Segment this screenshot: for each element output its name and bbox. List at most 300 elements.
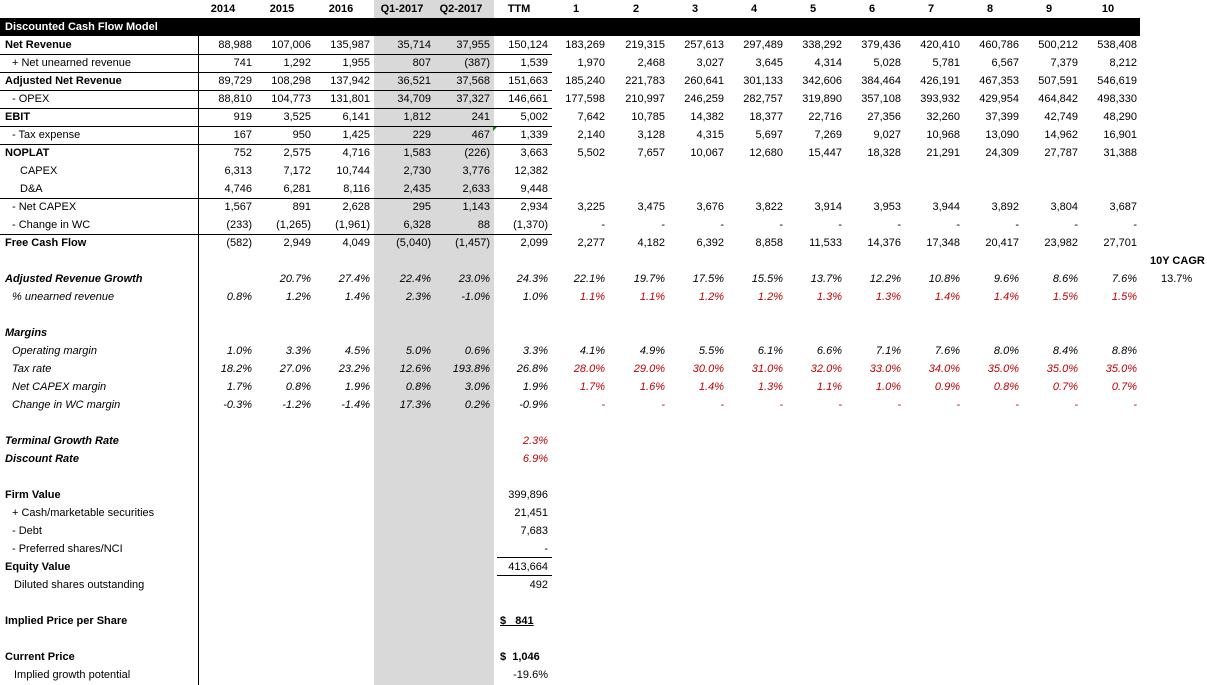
value-cell: 241	[471, 111, 490, 123]
value-cell: 5,697	[755, 129, 783, 141]
column-header: 8	[986, 3, 994, 15]
value-cell: 282,757	[743, 93, 783, 105]
value-cell: 1.0%	[522, 291, 548, 303]
divider	[0, 72, 552, 73]
value-cell: 357,108	[861, 93, 901, 105]
value-cell: 10,744	[336, 165, 370, 177]
row-label: - Net CAPEX	[12, 201, 77, 213]
value-cell: 12,382	[514, 165, 548, 177]
table-row	[0, 396, 1207, 414]
value-cell: -1.2%	[282, 399, 311, 411]
value-cell: 500,212	[1038, 39, 1078, 51]
value-cell: 23.2%	[338, 363, 370, 375]
equity-divider	[497, 557, 552, 558]
row-label: Operating margin	[12, 345, 97, 357]
value-cell: 18.2%	[220, 363, 252, 375]
row-label: Net Revenue	[5, 39, 72, 51]
value-cell: -	[956, 219, 960, 231]
value-cell: 379,436	[861, 39, 901, 51]
value-cell: 301,133	[743, 75, 783, 87]
value-cell: 7,642	[577, 111, 605, 123]
value-cell: 88,988	[218, 39, 252, 51]
value-cell: 27,701	[1103, 237, 1137, 249]
value-cell: 1.3%	[875, 291, 901, 303]
value-cell: 34.0%	[928, 363, 960, 375]
value-cell: 467	[471, 129, 490, 141]
value-cell: 1.4%	[344, 291, 370, 303]
value-cell: 177,598	[565, 93, 605, 105]
value-cell: -	[1074, 219, 1078, 231]
value-cell: 10,968	[926, 129, 960, 141]
table-row	[0, 360, 1207, 378]
value-cell: 7.1%	[875, 345, 901, 357]
value-cell: 420,410	[920, 39, 960, 51]
column-header: TTM	[507, 3, 531, 15]
value-cell: (1,370)	[513, 219, 548, 231]
margins-heading-row	[0, 324, 1207, 342]
label-column-border	[198, 18, 199, 685]
row-label: - OPEX	[12, 93, 50, 105]
column-header: 2016	[328, 3, 354, 15]
value-cell: 1.3%	[816, 291, 842, 303]
value-cell: 37,568	[456, 75, 490, 87]
value-cell: 7,379	[1050, 57, 1078, 69]
value-cell: 1,970	[577, 57, 605, 69]
value-cell: 1.4%	[698, 381, 724, 393]
value-cell: 295	[412, 201, 431, 213]
value-cell: 27.4%	[338, 273, 370, 285]
current-price-value: $ 1,046	[500, 651, 540, 663]
value-cell: 21,291	[926, 147, 960, 159]
value-cell: 0.2%	[464, 399, 490, 411]
value-cell: 151,663	[508, 75, 548, 87]
column-header: 5	[809, 3, 817, 15]
value-cell: 384,464	[861, 75, 901, 87]
value-cell: 8.0%	[993, 345, 1019, 357]
row-label: Adjusted Revenue Growth	[5, 273, 143, 285]
value-cell: 29.0%	[633, 363, 665, 375]
value-cell: 538,408	[1097, 39, 1137, 51]
value-cell: 33.0%	[869, 363, 901, 375]
value-cell: -	[601, 219, 605, 231]
value-cell: 0.8%	[226, 291, 252, 303]
value-cell: 6,313	[224, 165, 252, 177]
title-row	[0, 18, 1207, 36]
value-cell: 219,315	[625, 39, 665, 51]
valuation-value: 399,896	[508, 489, 548, 501]
value-cell: 12,680	[749, 147, 783, 159]
valuation-row	[0, 558, 1207, 576]
value-cell: 2,468	[637, 57, 665, 69]
value-cell: 3,027	[696, 57, 724, 69]
value-cell: 3,822	[755, 201, 783, 213]
value-cell: 89,729	[218, 75, 252, 87]
value-cell: 42,749	[1044, 111, 1078, 123]
row-label: Free Cash Flow	[5, 237, 87, 249]
value-cell: -	[601, 399, 605, 411]
value-cell: 32.0%	[810, 363, 842, 375]
column-header: 2014	[210, 3, 236, 15]
value-cell: (1,265)	[276, 219, 311, 231]
divider	[0, 90, 552, 91]
valuation-row	[0, 486, 1207, 504]
value-cell: 1,292	[283, 57, 311, 69]
value-cell: 0.6%	[464, 345, 490, 357]
row-label: CAPEX	[20, 165, 58, 177]
value-cell: 28.0%	[573, 363, 605, 375]
value-cell: 1.4%	[934, 291, 960, 303]
value-cell: 14,962	[1044, 129, 1078, 141]
value-cell: 426,191	[920, 75, 960, 87]
value-cell: 229	[412, 129, 431, 141]
value-cell: 5.5%	[698, 345, 724, 357]
value-cell: 13.7%	[810, 273, 842, 285]
value-cell: 24.3%	[516, 273, 548, 285]
value-cell: 20.7%	[279, 273, 311, 285]
value-cell: 10,785	[631, 111, 665, 123]
value-cell: 37,955	[456, 39, 490, 51]
valuation-label: Equity Value	[5, 561, 71, 573]
value-cell: 32,260	[926, 111, 960, 123]
table-row	[0, 36, 1207, 54]
value-cell: 1.7%	[579, 381, 605, 393]
value-cell: (233)	[226, 219, 252, 231]
value-cell: 37,327	[456, 93, 490, 105]
implied-price-label: Implied Price per Share	[5, 615, 128, 627]
value-cell: 3,676	[696, 201, 724, 213]
value-cell: 36,521	[397, 75, 431, 87]
value-cell: 1,583	[403, 147, 431, 159]
value-cell: 131,801	[330, 93, 370, 105]
row-label: - Tax expense	[12, 129, 81, 141]
value-cell: 1,539	[520, 57, 548, 69]
value-cell: 17,348	[926, 237, 960, 249]
value-cell: 741	[233, 57, 252, 69]
row-label: - Change in WC	[12, 219, 91, 231]
value-cell: 150,124	[508, 39, 548, 51]
row-label: NOPLAT	[5, 147, 50, 159]
table-row	[0, 54, 1207, 72]
value-cell: 13,090	[985, 129, 1019, 141]
value-cell: -	[1074, 399, 1078, 411]
value-cell: -	[956, 399, 960, 411]
table-row	[0, 108, 1207, 126]
value-cell: 297,489	[743, 39, 783, 51]
value-cell: -1.0%	[461, 291, 490, 303]
value-cell: 1.1%	[639, 291, 665, 303]
table-row	[0, 180, 1207, 198]
value-cell: 19.7%	[633, 273, 665, 285]
value-cell: 3,475	[637, 201, 665, 213]
table-row	[0, 198, 1207, 216]
value-cell: 0.8%	[285, 381, 311, 393]
value-cell: 1.2%	[698, 291, 724, 303]
value-cell: 22,716	[808, 111, 842, 123]
value-cell: 26.8%	[516, 363, 548, 375]
value-cell: 2,949	[283, 237, 311, 249]
value-cell: 6,392	[696, 237, 724, 249]
value-cell: 2.3%	[405, 291, 431, 303]
value-cell: 146,661	[508, 93, 548, 105]
value-cell: 4,182	[637, 237, 665, 249]
implied-price-value: $ 841	[500, 615, 534, 627]
value-cell: 18,328	[867, 147, 901, 159]
value-cell: 5,502	[577, 147, 605, 159]
value-cell: 1.5%	[1111, 291, 1137, 303]
value-cell: 1.2%	[757, 291, 783, 303]
valuation-label: Firm Value	[5, 489, 61, 501]
value-cell: 35.0%	[987, 363, 1019, 375]
value-cell: 4.9%	[639, 345, 665, 357]
divider	[0, 108, 552, 109]
value-cell: 260,641	[684, 75, 724, 87]
value-cell: 1,143	[462, 201, 490, 213]
value-cell: -	[897, 219, 901, 231]
value-cell: 12.6%	[399, 363, 431, 375]
value-cell: 6,281	[283, 183, 311, 195]
value-cell: 5,781	[932, 57, 960, 69]
table-row	[0, 216, 1207, 234]
divider	[0, 234, 552, 235]
value-cell: 2,730	[403, 165, 431, 177]
value-cell: 6,141	[342, 111, 370, 123]
value-cell: 950	[292, 129, 311, 141]
sheet-title: Discounted Cash Flow Model	[5, 21, 158, 33]
value-cell: 27,356	[867, 111, 901, 123]
value-cell: 8,116	[343, 183, 370, 195]
growth-potential-label: Implied growth potential	[14, 669, 131, 681]
value-cell: 4,716	[342, 147, 370, 159]
value-cell: 8.6%	[1052, 273, 1078, 285]
value-cell: 221,783	[625, 75, 665, 87]
column-header: 10	[1101, 3, 1115, 15]
value-cell: 1,567	[224, 201, 252, 213]
row-label: % unearned revenue	[12, 291, 115, 303]
value-cell: 1,339	[520, 129, 548, 141]
value-cell: 9,448	[520, 183, 548, 195]
value-cell: 1.2%	[285, 291, 311, 303]
value-cell: 0.7%	[1111, 381, 1137, 393]
value-cell: 3,128	[637, 129, 665, 141]
value-cell: 752	[233, 147, 252, 159]
value-cell: 27.0%	[279, 363, 311, 375]
valuation-value: 21,451	[514, 507, 548, 519]
value-cell: 3,663	[520, 147, 548, 159]
value-cell: 48,290	[1103, 111, 1137, 123]
cagr-value: 13.7%	[1161, 273, 1193, 285]
value-cell: 4,746	[224, 183, 252, 195]
value-cell: 5,002	[520, 111, 548, 123]
value-cell: 14,376	[867, 237, 901, 249]
value-cell: 9,027	[873, 129, 901, 141]
value-cell: 0.9%	[934, 381, 960, 393]
value-cell: 2,435	[403, 183, 431, 195]
value-cell: 107,006	[271, 39, 311, 51]
current-price-label: Current Price	[5, 651, 75, 663]
value-cell: 2,628	[342, 201, 370, 213]
value-cell: 35,714	[397, 39, 431, 51]
value-cell: 12.2%	[869, 273, 901, 285]
value-cell: -	[1015, 399, 1019, 411]
value-cell: 10.8%	[928, 273, 960, 285]
value-cell: 4,314	[814, 57, 842, 69]
table-row	[0, 270, 1207, 288]
value-cell: -1.4%	[341, 399, 370, 411]
value-cell: 1.7%	[226, 381, 252, 393]
value-cell: 4,315	[696, 129, 724, 141]
growth-potential-value: -19.6%	[513, 669, 548, 681]
valuation-value: 413,664	[508, 561, 548, 573]
value-cell: 393,932	[920, 93, 960, 105]
value-cell: 6,567	[991, 57, 1019, 69]
value-cell: 807	[412, 57, 431, 69]
value-cell: 17.3%	[399, 399, 431, 411]
column-header: 6	[868, 3, 876, 15]
current-price-row	[0, 648, 1207, 666]
value-cell: 135,987	[330, 39, 370, 51]
value-cell: -	[1133, 219, 1137, 231]
row-label: D&A	[20, 183, 43, 195]
value-cell: 1.0%	[875, 381, 901, 393]
value-cell: 88,810	[218, 93, 252, 105]
table-row	[0, 288, 1207, 306]
value-cell: -	[661, 399, 665, 411]
value-cell: 3.3%	[522, 345, 548, 357]
value-cell: 0.8%	[405, 381, 431, 393]
value-cell: (5,040)	[396, 237, 431, 249]
value-cell: 27,787	[1044, 147, 1078, 159]
row-label: EBIT	[5, 111, 31, 123]
assumption-row	[0, 432, 1207, 450]
value-cell: 246,259	[684, 93, 724, 105]
assumption-value: 2.3%	[522, 435, 548, 447]
value-cell: 1.5%	[1052, 291, 1078, 303]
value-cell: 0.8%	[993, 381, 1019, 393]
value-cell: 1.9%	[522, 381, 548, 393]
value-cell: 8.4%	[1052, 345, 1078, 357]
table-row	[0, 234, 1207, 252]
value-cell: 8,212	[1109, 57, 1137, 69]
value-cell: 7,172	[283, 165, 311, 177]
value-cell: 919	[233, 111, 252, 123]
column-header: 7	[927, 3, 935, 15]
valuation-value: -	[544, 543, 548, 555]
assumption-value: 6.9%	[522, 453, 548, 465]
value-cell: 464,842	[1038, 93, 1078, 105]
value-cell: 88	[477, 219, 490, 231]
divider	[0, 198, 552, 199]
value-cell: 31,388	[1103, 147, 1137, 159]
value-cell: -	[720, 219, 724, 231]
value-cell: 467,353	[979, 75, 1019, 87]
value-cell: (387)	[464, 57, 490, 69]
value-cell: 1.9%	[344, 381, 370, 393]
value-cell: 137,942	[330, 75, 370, 87]
value-cell: 4.1%	[579, 345, 605, 357]
table-row	[0, 90, 1207, 108]
value-cell: -	[779, 399, 783, 411]
column-header: 2	[632, 3, 640, 15]
column-header: 1	[572, 3, 580, 15]
value-cell: 31.0%	[751, 363, 783, 375]
value-cell: 338,292	[802, 39, 842, 51]
value-cell: 183,269	[565, 39, 605, 51]
value-cell: 3.3%	[285, 345, 311, 357]
value-cell: 7.6%	[934, 345, 960, 357]
column-header: Q1-2017	[380, 3, 424, 15]
valuation-row	[0, 522, 1207, 540]
value-cell: 185,240	[565, 75, 605, 87]
value-cell: 1.0%	[226, 345, 252, 357]
row-label: Change in WC margin	[12, 399, 121, 411]
row-label: Net CAPEX margin	[12, 381, 107, 393]
value-cell: (226)	[464, 147, 490, 159]
value-cell: 2,140	[577, 129, 605, 141]
value-cell: 22.4%	[399, 273, 431, 285]
value-cell: -	[897, 399, 901, 411]
column-header: Q2-2017	[439, 3, 483, 15]
value-cell: 3,687	[1109, 201, 1137, 213]
value-cell: 319,890	[802, 93, 842, 105]
value-cell: 7.6%	[1111, 273, 1137, 285]
assumption-label: Discount Rate	[5, 453, 79, 465]
value-cell: 2,575	[283, 147, 311, 159]
value-cell: (1,961)	[335, 219, 370, 231]
value-cell: 546,619	[1097, 75, 1137, 87]
value-cell: -0.9%	[519, 399, 548, 411]
value-cell: 23,982	[1044, 237, 1078, 249]
row-label: + Net unearned revenue	[12, 57, 131, 69]
value-cell: 15,447	[808, 147, 842, 159]
value-cell: 34,709	[397, 93, 431, 105]
valuation-value: 7,683	[520, 525, 548, 537]
valuation-label: + Cash/marketable securities	[12, 507, 155, 519]
table-row	[0, 378, 1207, 396]
value-cell: 3,225	[577, 201, 605, 213]
value-cell: 3,944	[932, 201, 960, 213]
assumption-label: Terminal Growth Rate	[5, 435, 119, 447]
table-row	[0, 144, 1207, 162]
value-cell: 35.0%	[1046, 363, 1078, 375]
value-cell: 193.8%	[452, 363, 490, 375]
table-row	[0, 342, 1207, 360]
value-cell: -	[720, 399, 724, 411]
value-cell: 6,328	[403, 219, 431, 231]
column-header: 9	[1045, 3, 1053, 15]
value-cell: 35.0%	[1105, 363, 1137, 375]
value-cell: 37,399	[985, 111, 1019, 123]
implied-price-row	[0, 612, 1207, 630]
valuation-value: 492	[529, 579, 548, 591]
table-row	[0, 72, 1207, 90]
value-cell: 15.5%	[751, 273, 783, 285]
valuation-row	[0, 504, 1207, 522]
value-cell: 1.3%	[757, 381, 783, 393]
value-cell: -	[779, 219, 783, 231]
value-cell: 4.5%	[344, 345, 370, 357]
value-cell: 167	[233, 129, 252, 141]
value-cell: 342,606	[802, 75, 842, 87]
value-cell: 5.0%	[405, 345, 431, 357]
value-cell: 1.1%	[816, 381, 842, 393]
value-cell: 3,645	[755, 57, 783, 69]
value-cell: 1,425	[342, 129, 370, 141]
value-cell: 22.1%	[573, 273, 605, 285]
divider	[0, 54, 552, 55]
value-cell: 0.7%	[1052, 381, 1078, 393]
value-cell: 10,067	[690, 147, 724, 159]
value-cell: 3.0%	[464, 381, 490, 393]
